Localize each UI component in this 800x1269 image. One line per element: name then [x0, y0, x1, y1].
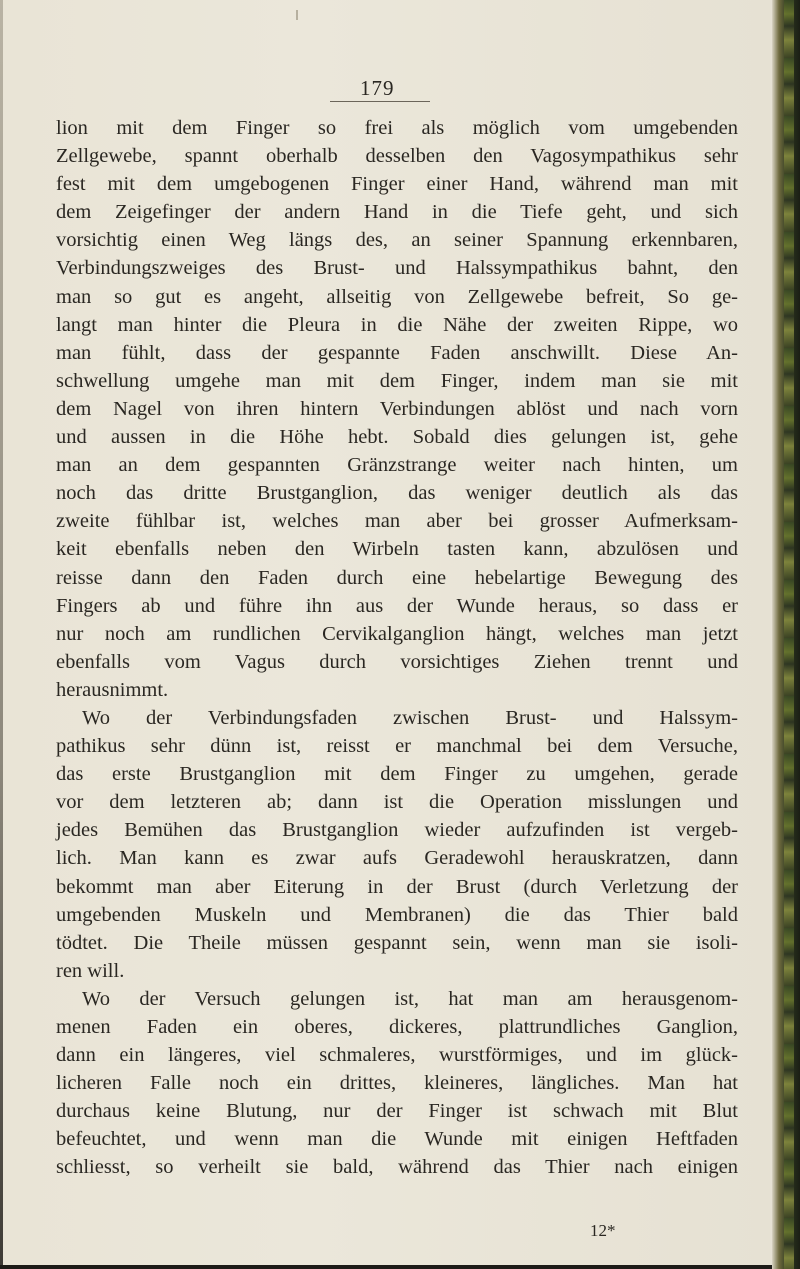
text-line: das erste Brustganglion mit dem Finger zu umgehen, gerade	[56, 763, 738, 786]
text-line: pathikus sehr dünn ist, reisst er manchmal bei dem Versuche,	[56, 735, 738, 758]
text-line: licheren Falle noch ein drittes, kleineres, längliches. Man hat	[56, 1072, 738, 1095]
text-line: umgebenden Muskeln und Membranen) die das Thier bald	[56, 903, 738, 926]
text-line: durchaus keine Blutung, nur der Finger ist schwach mit Blut	[56, 1100, 738, 1123]
text-line: langt man hinter die Pleura in die Nähe der zweiten Rippe, wo	[56, 313, 738, 336]
scan-mark	[296, 10, 298, 20]
text-line: lich. Man kann es zwar aufs Geradewohl herauskratzen, dann	[56, 847, 738, 870]
text-line: menen Faden ein oberes, dickeres, plattrundliches Ganglion,	[56, 1016, 738, 1038]
text-line: man an dem gespannten Gränzstrange weiter nach hinten, um	[56, 454, 738, 477]
text-line: dem Nagel von ihren hintern Verbindungen ablöst und nach vorn	[56, 397, 738, 420]
text-line: dann ein längeres, viel schmaleres, wurstförmiges, und im glück-	[56, 1044, 738, 1067]
text-line: dem Zeigefinger der andern Hand in die Tiefe geht, und sich	[56, 201, 738, 224]
page-number-rule	[330, 101, 430, 102]
text-line: keit ebenfalls neben den Wirbeln tasten kann, abzulösen und	[56, 538, 738, 561]
text-line: noch das dritte Brustganglion, das weniger deutlich als das	[56, 482, 738, 505]
text-line: vor dem letzteren ab; dann ist die Operation misslungen und	[56, 791, 738, 814]
text-line: und aussen in die Höhe hebt. Sobald dies gelungen ist, gehe	[56, 426, 738, 449]
paragraph-end-line: ren will.	[56, 959, 125, 982]
text-line: lion mit dem Finger so frei als möglich vom umgebenden	[56, 117, 738, 139]
paragraph-start-line: Wo der Versuch gelungen ist, hat man am herausgenom-	[82, 987, 738, 1010]
text-line: reisse dann den Faden durch eine hebelartige Bewegung des	[56, 566, 738, 589]
text-line: Verbindungszweiges des Brust- und Halssympathikus bahnt, den	[56, 257, 738, 280]
text-line: man fühlt, dass der gespannte Faden anschwillt. Diese An-	[56, 341, 738, 364]
text-line: fest mit dem umgebogenen Finger einer Hand, während man mit	[56, 173, 738, 196]
text-line: ebenfalls vom Vagus durch vorsichtiges Ziehen trennt und	[56, 650, 738, 673]
page-left-edge	[0, 0, 3, 1269]
text-line: man so gut es angeht, allseitig von Zellgewebe befreit, So ge-	[56, 285, 738, 308]
text-line: jedes Bemühen das Brustganglion wieder aufzufinden ist vergeb-	[56, 819, 738, 842]
page-bottom-edge	[0, 1265, 772, 1269]
text-line: nur noch am rundlichen Cervikalganglion hängt, welches man jetzt	[56, 622, 738, 645]
signature-mark: 12*	[590, 1221, 616, 1240]
book-spine-pattern	[784, 0, 794, 1269]
text-line: tödtet. Die Theile müssen gespannt sein, wenn man sie isoli-	[56, 931, 738, 954]
text-line: schwellung umgehe man mit dem Finger, indem man sie mit	[56, 369, 738, 392]
paragraph-end-line: herausnimmt.	[56, 678, 169, 701]
page-number: 179	[360, 76, 395, 100]
text-line: vorsichtig einen Weg längs des, an seiner Spannung erkennbaren,	[56, 229, 738, 252]
text-line: Fingers ab und führe ihn aus der Wunde heraus, so dass er	[56, 594, 738, 617]
text-line: Zellgewebe, spannt oberhalb desselben den Vagosympathikus sehr	[56, 145, 738, 168]
text-line: bekommt man aber Eiterung in der Brust (durch Verletzung der	[56, 875, 738, 898]
text-line: befeuchtet, und wenn man die Wunde mit einigen Heftfaden	[56, 1128, 738, 1151]
body-text	[56, 114, 738, 1182]
paragraph-start-line: Wo der Verbindungsfaden zwischen Brust- und Halssym-	[82, 706, 738, 729]
text-line: schliesst, so verheilt sie bald, während das Thier nach einigen	[56, 1156, 738, 1179]
text-line: zweite fühlbar ist, welches man aber bei grosser Aufmerksam-	[56, 510, 738, 533]
